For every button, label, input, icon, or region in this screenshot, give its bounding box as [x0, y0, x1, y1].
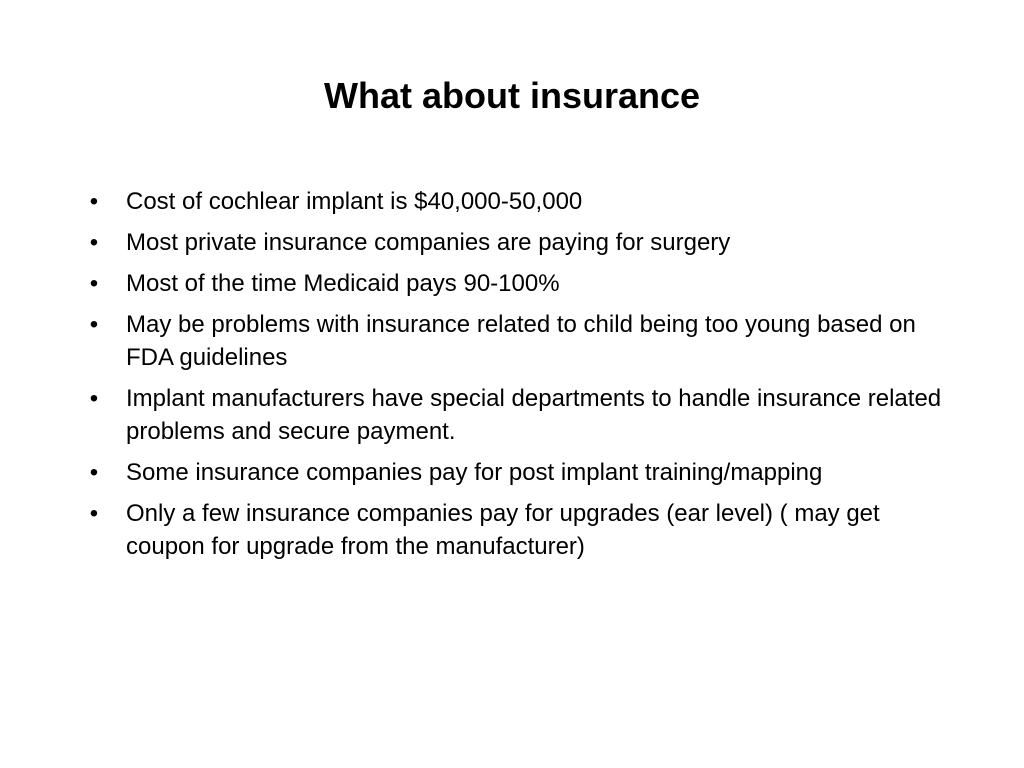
bullet-icon: •: [89, 459, 99, 486]
bullet-text: Cost of cochlear implant is $40,000-50,000: [126, 188, 583, 215]
bullet-item: [84, 308, 954, 374]
bullet-text: May be problems with insurance related to child being too young based on FDA guidelines: [126, 311, 916, 371]
bullet-icon: •: [89, 270, 99, 297]
bullet-item: [84, 497, 954, 563]
bullet-text: Most private insurance companies are paying for surgery: [126, 229, 731, 256]
bullet-icon: •: [89, 500, 99, 527]
bullet-item: [84, 267, 954, 300]
bullet-text: Implant manufacturers have special departments to handle insurance related problems and secure payment.: [126, 385, 942, 445]
bullet-item: [84, 456, 954, 489]
bullet-text: Only a few insurance companies pay for upgrades (ear level) ( may get coupon for upgrade from the manufacturer): [126, 500, 880, 560]
bullet-icon: •: [89, 229, 99, 256]
bullet-icon: •: [89, 385, 99, 412]
bullet-item: [84, 382, 954, 448]
bullet-icon: •: [89, 188, 99, 215]
bullet-text: Most of the time Medicaid pays 90-100%: [126, 270, 560, 297]
bullet-icon: •: [89, 311, 99, 338]
bullet-text: Some insurance companies pay for post implant training/mapping: [126, 459, 823, 486]
bullet-item: [84, 185, 954, 218]
bullet-item: [84, 226, 954, 259]
slide-title: What about insurance: [323, 75, 701, 116]
bullet-list: [84, 185, 954, 571]
